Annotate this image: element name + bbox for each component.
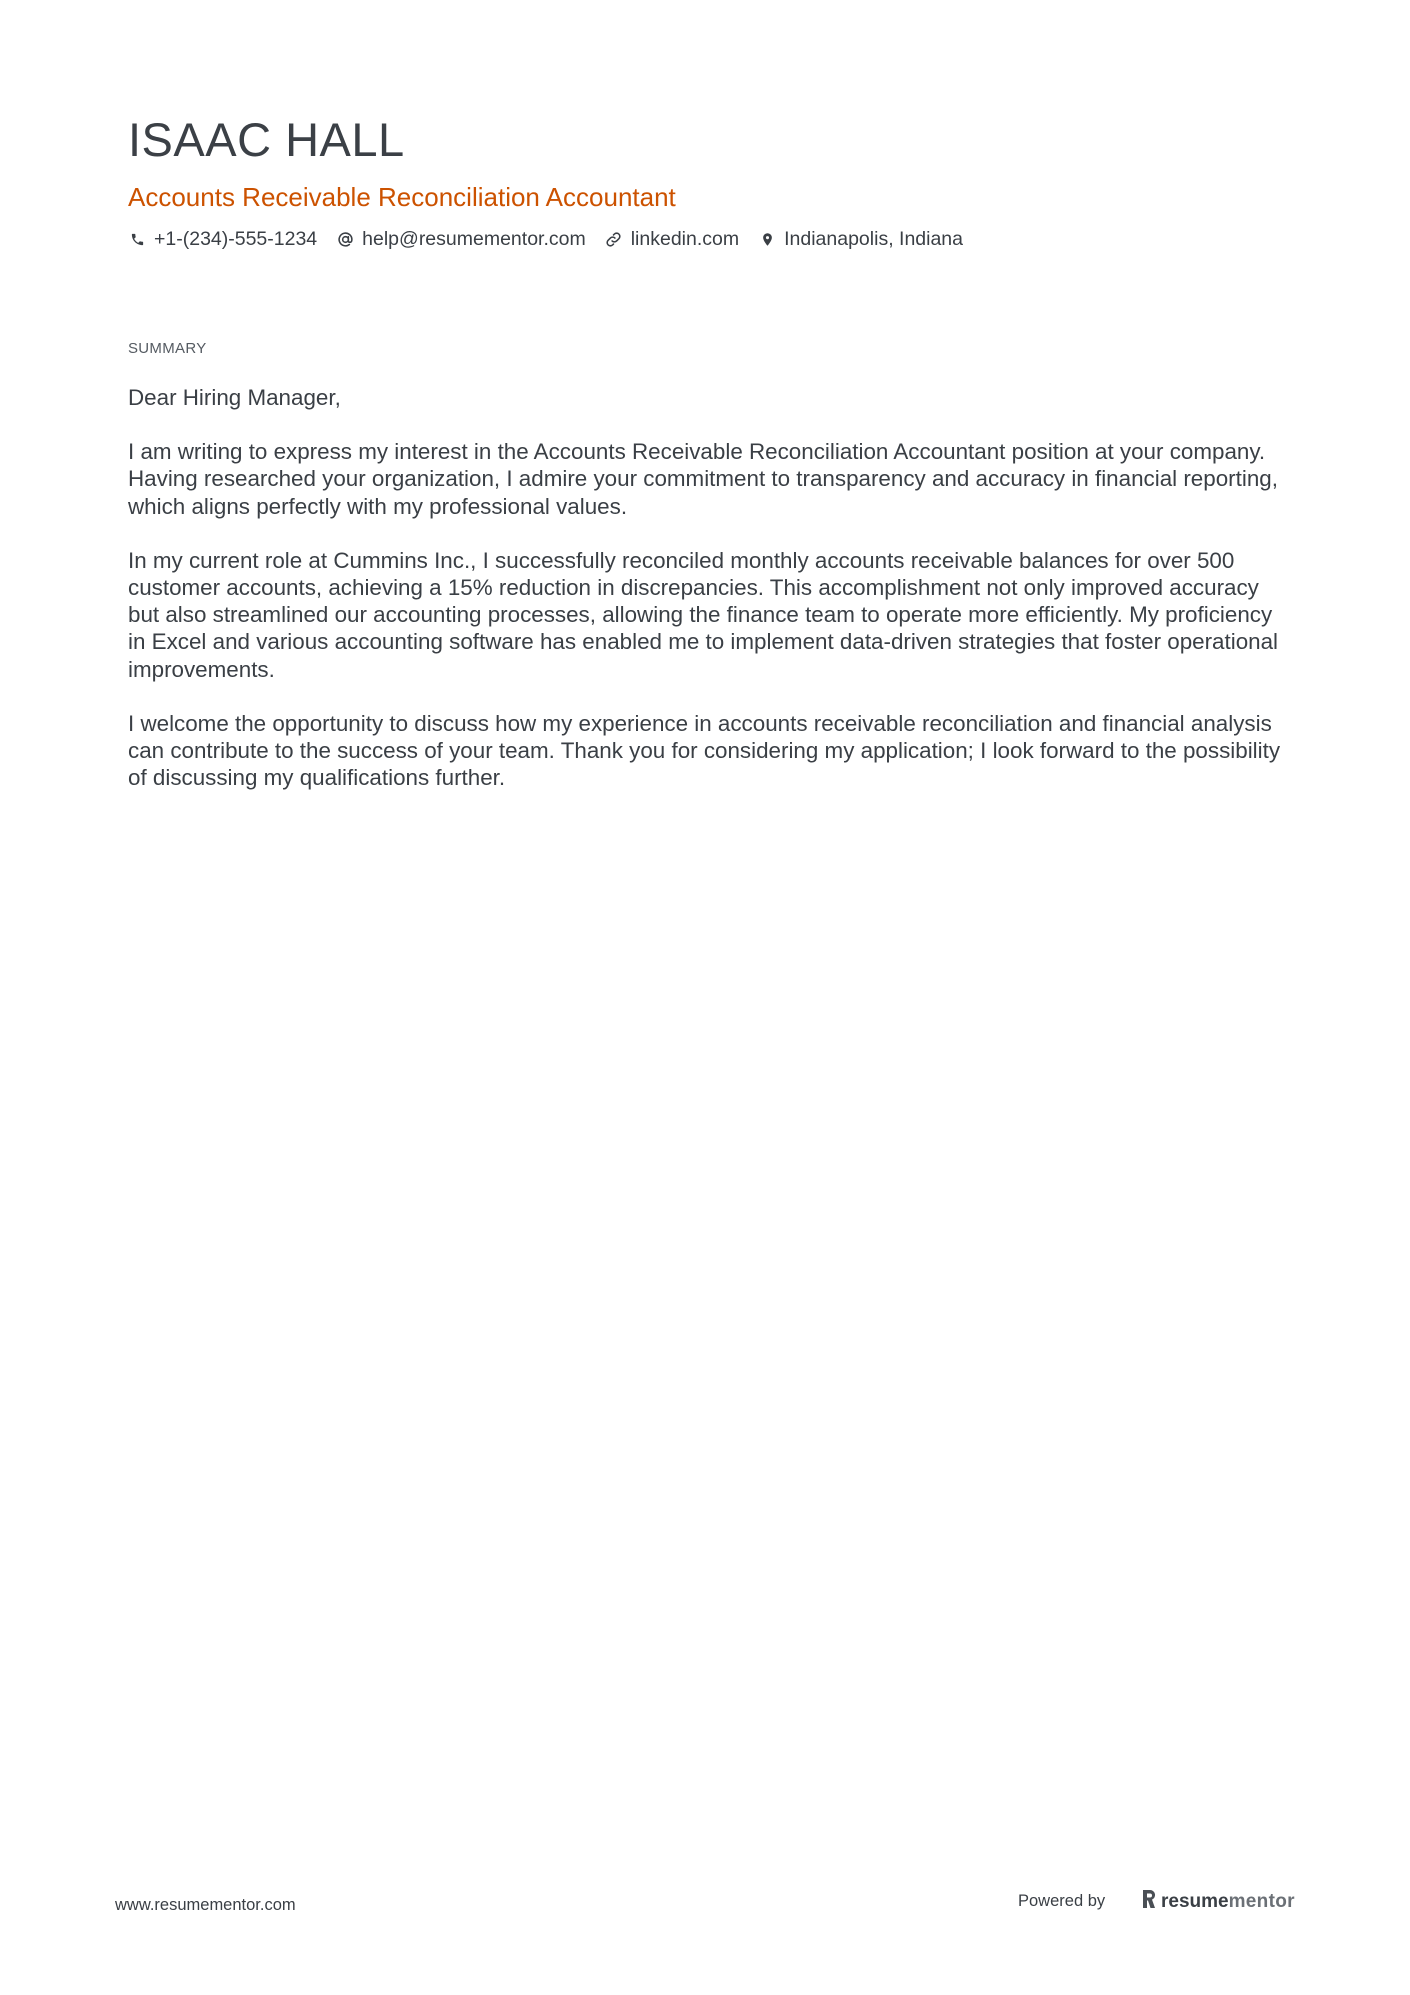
letter-paragraph: In my current role at Cummins Inc., I successfully reconciled monthly accounts receivable balances for over 500 customer accounts, achieving a 15% reduction in discrepancies. This accomplishment not only improved accuracy but also streamlined our accounting processes, allowing the finance team to operate more efficiently. My proficiency in Excel and various accounting software has enabled me to implement data-driven strategies that foster operational improvements. xyxy=(128,547,1279,682)
linkedin-text: linkedin.com xyxy=(630,228,740,250)
letter-paragraph: I am writing to express my interest in the Accounts Receivable Reconciliation Accountant position at your company. Having researched your organization, I admire your commitment to transparency and accuracy in financial reporting, which aligns perfectly with my professional values. xyxy=(128,439,1278,519)
phone-icon xyxy=(128,231,146,249)
resumementor-logo-icon xyxy=(1141,1889,1157,1913)
powered-by-label: Powered by xyxy=(1018,1892,1106,1910)
phone-text: +1-(234)-555-1234 xyxy=(154,228,318,250)
cover-letter-body xyxy=(128,384,1288,818)
job-title: Accounts Receivable Reconciliation Accountant xyxy=(128,182,676,212)
summary-heading: SUMMARY xyxy=(128,340,207,357)
link-icon xyxy=(605,231,623,249)
contact-bar xyxy=(128,228,982,251)
letter-paragraph: I welcome the opportunity to discuss how my experience in accounts receivable reconciliation and financial analysis can contribute to the success of your team. Thank you for considering my application; I look forward to the possibility of discussing my qualifications further. xyxy=(128,710,1281,791)
at-icon xyxy=(336,231,354,249)
location-pin-icon xyxy=(758,231,776,249)
candidate-name: ISAAC HALL xyxy=(128,113,405,166)
salutation: Dear Hiring Manager, xyxy=(128,385,341,410)
contact-location xyxy=(758,228,963,251)
email-text: help@resumementor.com xyxy=(362,228,586,250)
location-text: Indianapolis, Indiana xyxy=(784,228,963,250)
contact-phone xyxy=(128,228,317,251)
brand-name-part1: resume xyxy=(1161,1890,1229,1912)
resumementor-logo[interactable] xyxy=(1141,1889,1295,1913)
footer-website-link[interactable]: www.resumementor.com xyxy=(115,1896,296,1914)
contact-linkedin[interactable] xyxy=(605,228,739,251)
brand-name-part2: mentor xyxy=(1228,1890,1295,1912)
contact-email[interactable] xyxy=(336,228,586,251)
